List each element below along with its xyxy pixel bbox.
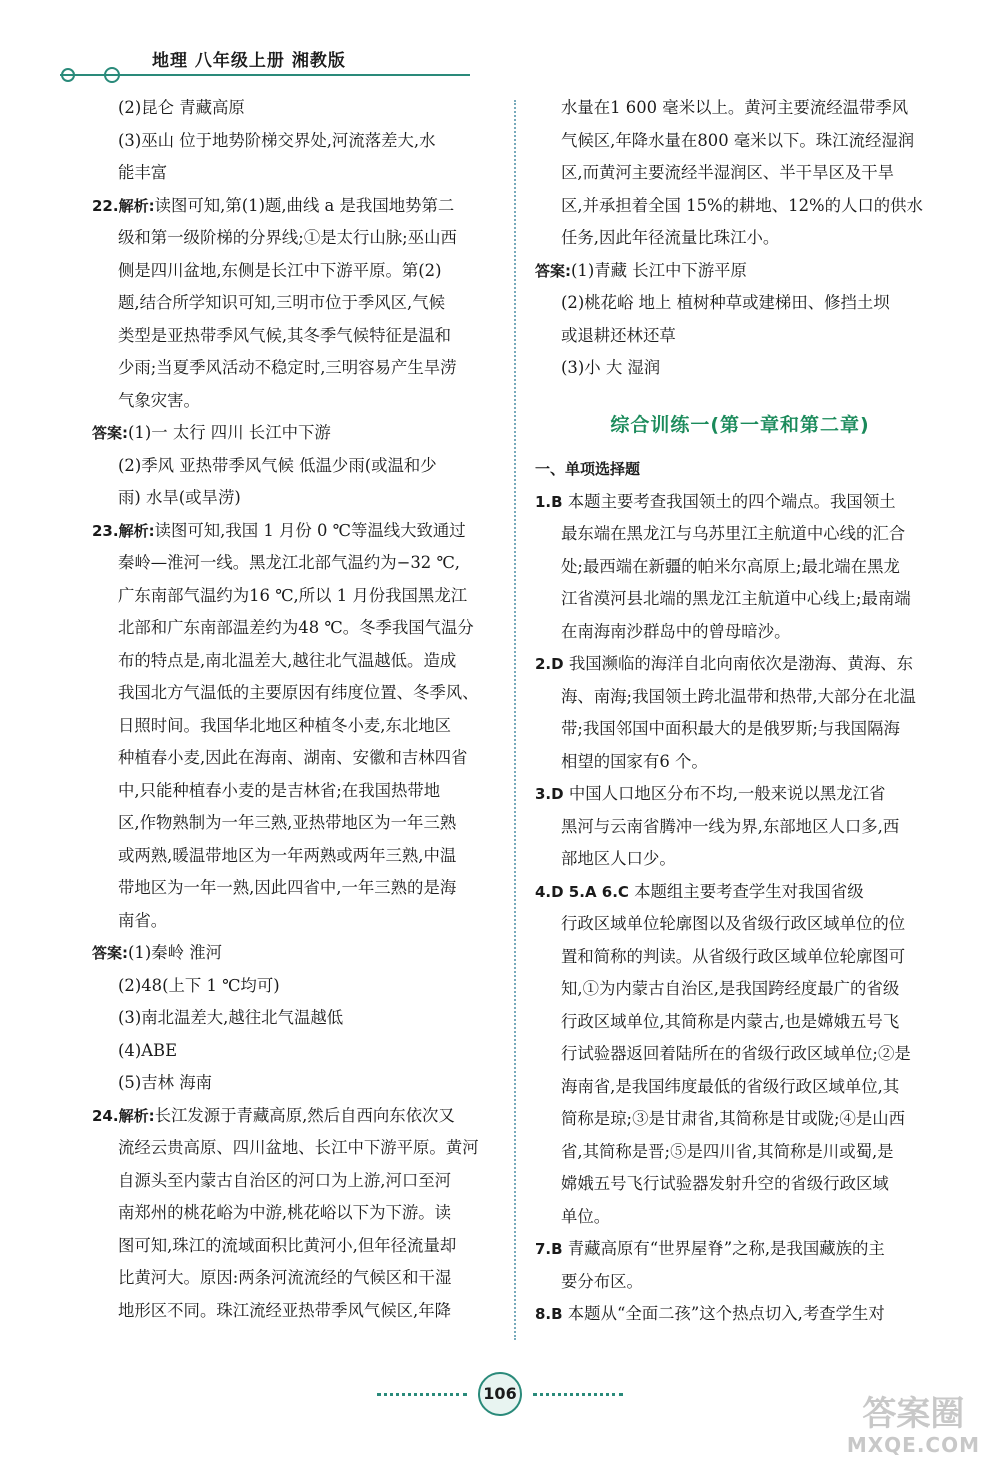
text-line [92,287,497,320]
line-text: 种植春小麦,因此在海南、湖南、安徽和吉林四省 [118,748,468,767]
text-line [92,125,497,158]
line-text: 侧是四川盆地,东侧是长江中下游平原。第(2) [118,260,442,280]
line-text: (2)季风 亚热带季风气候 低温少雨(或温和少 [118,455,437,475]
line-text: 北部和广东南部温差约为48 ℃。冬季我国气温分 [118,618,474,637]
text-line [535,1266,945,1299]
text-line [92,1230,497,1263]
text-line [535,616,945,649]
keyword-label: 解析: [118,1106,155,1125]
line-text: 秦岭—淮河一线。黑龙江北部气温约为−32 ℃, [118,553,460,572]
line-text: 气候区,年降水量在800 毫米以下。珠江流经湿润 [561,130,915,150]
line-text: 图可知,珠江的流域面积比黄河小,但年径流量却 [118,1235,457,1255]
line-text: 最东端在黑龙江与乌苏里江主航道中心线的汇合 [561,524,906,543]
footer-dots-left [377,1393,467,1396]
text-line [92,1035,497,1068]
text-line [535,190,945,223]
line-text: 读图可知,我国 1 月份 0 ℃等温线大致通过 [154,520,466,540]
header-rule [60,74,470,76]
text-line [92,222,497,255]
text-line [92,515,497,548]
right-top-block [535,92,945,385]
line-text: 读图可知,第(1)题,曲线 a 是我国地势第二 [154,195,455,215]
text-line [535,486,945,519]
line-text: 类型是亚热带季风气候,其冬季气候特征是温和 [118,325,452,345]
line-text: 日照时间。我国华北地区种植冬小麦,东北地区 [118,715,452,735]
line-text: (2)48(上下 1 ℃均可) [118,975,280,995]
line-text: 处;最西端在新疆的帕米尔高原上;最北端在黑龙 [561,556,900,576]
text-line [92,612,497,645]
item-number: 4.D 5.A 6.C [535,882,635,901]
text-line [535,1103,945,1136]
keyword-label: 答案: [535,261,571,280]
line-text: 单位。 [561,1206,611,1226]
line-text: 或两熟,暖温带地区为一年两熟或两年三熟,中温 [118,845,457,865]
text-line [535,551,945,584]
line-text: 或退耕还林还草 [561,325,676,345]
line-text: 布的特点是,南北温差大,越往北气温越低。造成 [118,650,457,670]
text-line [535,222,945,255]
text-line [535,1168,945,1201]
line-text: 长江发源于青藏高原,然后自西向东依次又 [154,1105,455,1125]
text-line [92,157,497,190]
header-title: 地理 八年级上册 湘教版 [152,51,346,71]
item-number: 8.B [535,1305,568,1323]
text-line [92,1100,497,1133]
line-text: (1)一 太行 四川 长江中下游 [128,423,331,442]
text-line [92,450,497,483]
text-line [535,746,945,779]
text-line [92,1165,497,1198]
text-line [92,970,497,1003]
line-text: 中国人口地区分布不均,一般来说以黑龙江省 [568,784,886,803]
text-line [92,1002,497,1035]
text-line [535,287,945,320]
line-text: 少雨;当夏季风活动不稳定时,三明容易产生旱涝 [118,358,457,377]
line-text: 自源头至内蒙古自治区的河口为上游,河口至河 [118,1170,452,1190]
section-title: 综合训练一(第一章和第二章) [610,413,870,436]
text-line [92,742,497,775]
text-line [92,710,497,743]
line-text: 带;我国邻国中面积最大的是俄罗斯;与我国隔海 [561,719,900,738]
line-text: 流经云贵高原、四川盆地、长江中下游平原。黄河 [118,1138,479,1157]
text-line [92,580,497,613]
line-text: (3)巫山 位于地势阶梯交界处,河流落差大,水 [118,130,436,150]
text-line [535,1006,945,1039]
line-text: (2)昆仑 青藏高原 [118,98,245,117]
keyword-label: 答案: [92,944,128,962]
sub-title: 一、单项选择题 [535,460,641,478]
text-line [535,255,945,288]
line-text: 水量在1 600 毫米以上。黄河主要流经温带季风 [561,98,909,117]
line-text: 本题主要考查我国领土的四个端点。我国领土 [567,491,896,511]
line-text: 要分布区。 [561,1271,643,1291]
line-text: 置和简称的判读。从省级行政区域单位轮廓图可 [561,946,906,966]
text-line [535,1201,945,1234]
line-text: (1)青藏 长江中下游平原 [571,260,747,280]
item-number: 22. [92,196,119,215]
line-text: 广东南部气温约为16 ℃,所以 1 月份我国黑龙江 [118,585,468,605]
line-text: 区,作物熟制为一年三熟,亚热带地区为一年三熟 [118,813,457,832]
text-line [92,1197,497,1230]
text-line [92,807,497,840]
text-line [535,92,945,125]
line-text: 在南海南沙群岛中的曾母暗沙。 [561,621,791,641]
line-text: 嫦娥五号飞行试验器发射升空的省级行政区域 [561,1174,889,1193]
text-line [535,125,945,158]
text-line [92,872,497,905]
line-text: 南省。 [118,910,168,930]
text-line [535,583,945,616]
line-text: 中,只能种植春小麦的是吉林省;在我国热带地 [118,780,441,800]
text-line [92,352,497,385]
text-line [92,255,497,288]
text-line [92,385,497,418]
watermark-logo: 答案圈 MXQE.COM [846,1394,980,1458]
text-line [92,190,497,223]
line-text: 南郑州的桃花峪为中游,桃花峪以下为下游。读 [118,1203,452,1222]
line-text: 比黄河大。原因:两条河流流经的气候区和干湿 [118,1268,452,1287]
line-text: 任务,因此年径流量比珠江小。 [561,228,780,247]
text-line [92,320,497,353]
line-text: (1)秦岭 淮河 [128,943,222,962]
text-line [92,1295,497,1328]
line-text: 黑河与云南省腾冲一线为界,东部地区人口多,西 [561,816,900,836]
line-text: 我国北方气温低的主要原因有纬度位置、冬季风、 [118,683,479,702]
text-line [92,92,497,125]
line-text: (3)小 大 湿润 [561,358,661,377]
text-line [92,677,497,710]
keyword-label: 解析: [118,196,155,215]
text-line [535,320,945,353]
text-line [92,905,497,938]
keyword-label: 答案: [92,424,128,442]
line-text: 本题组主要考查学生对我国省级 [634,881,864,901]
line-text: 气象灾害。 [118,390,200,410]
line-text: (4)ABE [118,1040,178,1060]
line-text: 青藏高原有“世界屋脊”之称,是我国藏族的主 [567,1239,885,1258]
text-line [535,1298,945,1331]
text-line [92,1132,497,1165]
line-text: 区,并承担着全国 15%的耕地、12%的人口的供水 [561,195,923,215]
text-line [535,1136,945,1169]
text-line [92,417,497,450]
line-text: 本题从“全面二孩”这个热点切入,考查学生对 [567,1304,885,1323]
text-line [535,811,945,844]
line-text: 简称是琼;③是甘肃省,其简称是甘或陇;④是山西 [561,1109,906,1128]
line-text: 相望的国家有6 个。 [561,751,708,771]
item-number: 7.B [535,1240,568,1258]
line-text: 级和第一级阶梯的分界线;①是太行山脉;巫山西 [118,228,457,247]
column-divider [514,100,516,1340]
text-line [535,681,945,714]
line-text: (3)南北温差大,越往北气温越低 [118,1008,344,1027]
line-text: 知,①为内蒙古自治区,是我国跨经度最广的省级 [561,979,900,998]
text-line [92,1262,497,1295]
line-text: 江省漠河县北端的黑龙江主航道中心线上;最南端 [561,589,911,608]
right-bottom-block [535,486,945,1331]
item-number: 2.D [535,655,569,673]
item-number: 23. [92,521,119,540]
text-line [535,648,945,681]
footer-dots-right [533,1393,623,1396]
line-text: (2)桃花峪 地上 植树种草或建梯田、修挡土坝 [561,293,890,312]
page-number: 106 [478,1372,522,1416]
text-line [535,941,945,974]
line-text: 区,而黄河主要流经半湿润区、半干旱区及干旱 [561,163,895,182]
line-text: 能丰富 [118,163,168,182]
item-number: 24. [92,1106,119,1125]
line-text: 行政区域单位轮廓图以及省级行政区域单位的位 [561,914,906,933]
keyword-label: 解析: [118,521,155,540]
text-line [92,547,497,580]
line-text: 省,其简称是晋;⑤是四川省,其简称是川或蜀,是 [561,1141,894,1161]
line-text: (5)吉林 海南 [118,1073,212,1092]
text-line [92,1067,497,1100]
text-line [92,645,497,678]
line-text: 我国濒临的海洋自北向南依次是渤海、黄海、东 [568,654,914,673]
line-text: 带地区为一年一熟,因此四省中,一年三熟的是海 [118,878,457,897]
text-line [92,775,497,808]
line-text: 海、南海;我国领土跨北温带和热带,大部分在北温 [561,686,916,706]
item-number: 3.D [535,785,569,803]
item-number: 1.B [535,492,568,511]
line-text: 部地区人口少。 [561,849,676,868]
text-line [535,908,945,941]
text-line [535,1071,945,1104]
line-text: 地形区不同。珠江流经亚热带季风气候区,年降 [118,1300,452,1320]
text-line [535,713,945,746]
text-line [535,352,945,385]
line-text: 行试验器返回着陆所在的省级行政区域单位;②是 [561,1044,911,1063]
right-column [535,92,945,1331]
text-line [535,876,945,909]
text-line [535,1038,945,1071]
line-text: 雨) 水旱(或旱涝) [118,488,241,507]
text-line [92,840,497,873]
text-line [92,482,497,515]
text-line [535,843,945,876]
text-line [92,937,497,970]
text-line [535,1233,945,1266]
line-text: 海南省,是我国纬度最低的省级行政区域单位,其 [561,1076,900,1096]
page-header [60,40,470,80]
text-line [535,778,945,811]
text-line [535,973,945,1006]
line-text: 行政区域单位,其简称是内蒙古,也是嫦娥五号飞 [561,1011,900,1031]
text-line [535,157,945,190]
text-line [535,518,945,551]
left-column [92,92,497,1327]
line-text: 题,结合所学知识可知,三明市位于季风区,气候 [118,293,446,312]
